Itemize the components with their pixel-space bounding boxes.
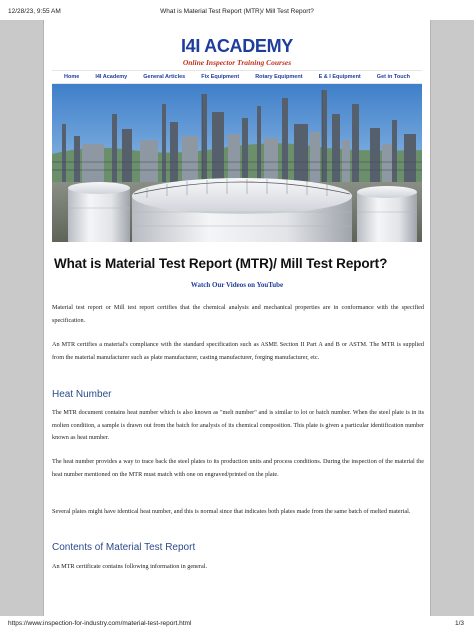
page-content bbox=[44, 20, 430, 616]
site-tagline: Online Inspector Training Courses bbox=[182, 58, 292, 67]
left-margin bbox=[0, 20, 44, 616]
nav-fix-equipment[interactable]: Fix Equipment bbox=[201, 74, 240, 80]
refinery-illustration bbox=[52, 84, 422, 242]
paragraph-mtr-certifies: An MTR certifies a material's compliance with the standard specification such as ASME Section II Part A and B or ASTM. The MTR is supplied from the material manufacturer such as plate manufacturer, casting manufacturer, forging manufacturer, etc. bbox=[52, 341, 424, 361]
paragraph-heat-number-1: The MTR document contains heat number which is also known as "melt number" and is similar to lot or batch number. When the steel plate is in its molten condition, a sample is drawn out from the batch for analysis of its chemical composition. This plate is given a particular identification number known as heat number. bbox=[52, 409, 424, 441]
main-nav bbox=[52, 70, 422, 84]
nav-e-i-equipment[interactable]: E & I Equipment bbox=[318, 74, 361, 80]
paragraph-intro: Material test report or Mill test report certifies that the chemical analysis and mechanical properties are in conformance with the specified specification. bbox=[52, 304, 424, 324]
paragraph-heat-number-3: Several plates might have identical heat number, and this is normal since that indicates both plates made from the same batch of melted material. bbox=[52, 508, 411, 515]
hero-image-refinery bbox=[52, 84, 422, 242]
nav-rotary-equipment[interactable]: Rotary Equipment bbox=[255, 74, 303, 80]
article-title: What is Material Test Report (MTR)/ Mill Test Report? bbox=[54, 256, 388, 271]
nav-get-in-touch[interactable]: Get in Touch bbox=[376, 74, 410, 80]
right-margin bbox=[430, 20, 474, 616]
nav-i4i-academy[interactable]: I4I Academy bbox=[95, 74, 128, 80]
youtube-link[interactable]: Watch Our Videos on YouTube bbox=[190, 281, 284, 289]
print-page-number: 1/3 bbox=[454, 620, 464, 627]
print-footer bbox=[0, 616, 474, 632]
nav-home[interactable]: Home bbox=[64, 74, 80, 80]
print-datetime: 12/28/23, 9:55 AM bbox=[8, 8, 61, 15]
paragraph-heat-number-2: The heat number provides a way to trace back the steel plates to its production units and process conditions. During the inspection of the material the heat number mentioned on the MTR must match with one on engraved/printed on the plate. bbox=[52, 458, 424, 478]
nav-general-articles[interactable]: General Articles bbox=[143, 74, 186, 80]
heading-heat-number: Heat Number bbox=[52, 389, 112, 400]
site-logo[interactable]: I4I ACADEMY bbox=[180, 36, 294, 56]
print-url: https://www.inspection-for-industry.com/material-test-report.html bbox=[8, 620, 192, 627]
print-page-title: What is Material Test Report (MTR)/ Mill Test Report? bbox=[160, 8, 314, 15]
paragraph-contents-intro: An MTR certificate contains following information in general. bbox=[52, 563, 207, 570]
heading-contents-of-mtr: Contents of Material Test Report bbox=[52, 542, 196, 553]
print-header bbox=[0, 0, 474, 20]
